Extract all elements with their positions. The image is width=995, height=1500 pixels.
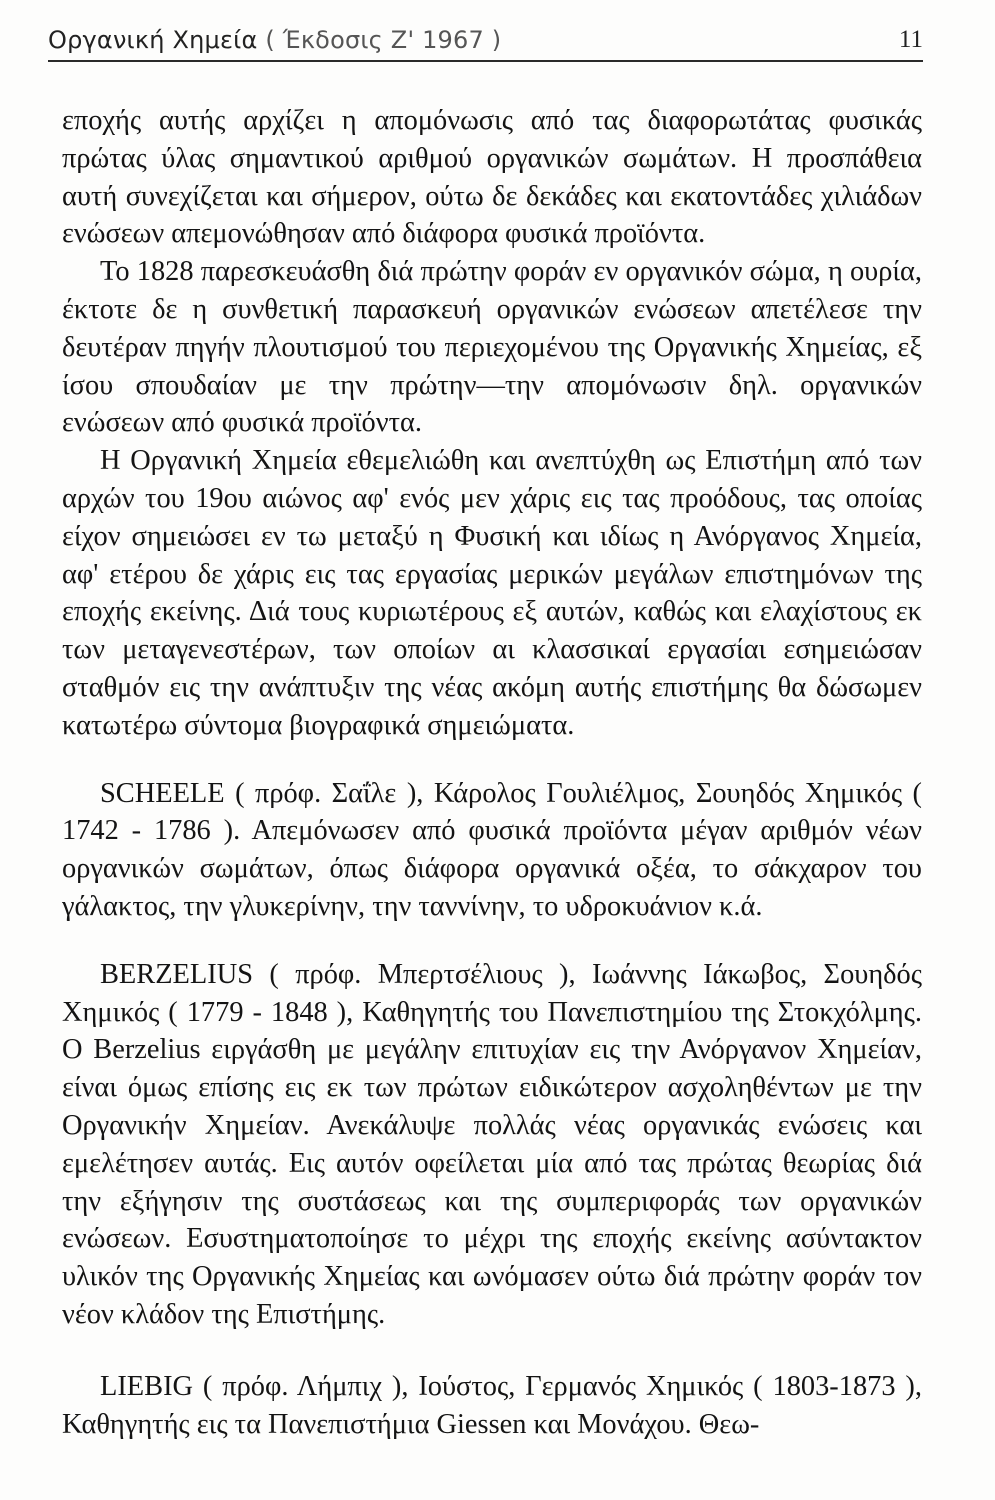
header-edition: ( Έκδοσις Ζ' 1967 ) (265, 26, 502, 54)
paragraph-organic-chemistry-foundation: Η Οργανική Χημεία εθεμελιώθη και ανεπτύχθη ως Επιστήμη από των αρχών του 19ου αιώνος αφ' ενός μεν χάρις εις τας προόδους, τας οποίας είχον σημειώσει εν τω μεταξύ η Φυσική και ιδίως η Ανόργανος Χημεία, αφ' ετέρου δε χάρις εις τας εργασίας μερικών μεγάλων επιστημόνων της εποχής εκείνης. Διά τους κυριωτέρους εξ αυτών, καθώς και ελαχίστους εκ των μεταγενεστέρων, των οποίων αι κλασσικαί εργασίαι εσημειώσαν σταθμόν εις την ανάπτυξιν της νέας ακόμη αυτής επιστήμης θα δώσωμεν κατωτέρω σύντομα βιογραφικά σημειώματα. (62, 445, 922, 741)
page-number: 11 (898, 26, 923, 53)
header-title-group (48, 26, 501, 54)
entry-liebig: LIEBIG ( πρόφ. Λήμπιχ ), Ιούστος, Γερμανός Χημικός ( 1803-1873 ), Καθηγητής εις τα Πανεπιστήμια Giessen και Μονάχου. Θεω- (62, 1370, 922, 1440)
running-head (48, 18, 923, 62)
entry-berzelius: BERZELIUS ( πρόφ. Μπερτσέλιους ), Ιωάννης Ιάκωβος, Σουηδός Χημικός ( 1779 - 1848 ), Καθηγητής του Πανεπιστημίου της Στοκχόλμης. Ο Berzelius ειργάσθη με μεγάλην επιτυχίαν εις την Ανόργανον Χημείαν, είναι όμως επίσης εις εκ των πρώτων ειδικώτερον ασχοληθέντων με την Οργανικήν Χημείαν. Ανεκάλυψε πολλάς νέας οργανικάς ενώσεις και εμελέτησεν αυτάς. Εις αυτόν οφείλεται μία από τας πρώτας θεωρίας διά την εξήγησιν της συστάσεως και της συμπεριφοράς των οργανικών ενώσεων. Εσυστηματοποίησε το μέχρι της εποχής εκείνης ασύντακτον υλικόν της Οργανικής Χημείας και ωνόμασεν ούτω διά πρώτην φοράν τον νέον κλάδον της Επιστήμης. (62, 958, 922, 1330)
entry-scheele: SCHEELE ( πρόφ. Σαΐλε ), Κάρολος Γουλιέλμος, Σουηδός Χημικός ( 1742 - 1786 ). Απεμόνωσεν από φυσικά προϊόντα μέγαν αριθμόν νέων οργανικών σωμάτων, όπως διάφορα οργανικά οξέα, το σάκχαρον του γάλακτος, την γλυκερίνην, την ταννίνην, το υδροκυάνιον κ.ά. (62, 777, 922, 922)
paragraph-continuation: εποχής αυτής αρχίζει η απομόνωσις από τας διαφορωτάτας φυσικάς πρώτας ύλας σημαντικού αριθμού οργανικών σωμάτων. Η προσπάθεια αυτή συνεχίζεται και σήμερον, ούτω δε δεκάδες και εκατοντάδες χιλιάδων ενώσεων απεμονώθησαν από διάφορα φυσικά προϊόντα. (62, 105, 922, 250)
paragraph-1828: Το 1828 παρεσκευάσθη διά πρώτην φοράν εν οργανικόν σώμα, η ουρία, έκτοτε δε η συνθετική παρασκευή οργανικών ενώσεων απετέλεσε την δευτέραν πηγήν πλουτισμού του περιεχομένου της Οργανικής Χημείας, εξ ίσου σπουδαίαν με την πρώτην—την απομόνωσιν δηλ. οργανικών ενώσεων από φυσικά προϊόντα. (62, 256, 922, 439)
header-title: Οργανική Χημεία (48, 26, 258, 54)
body-text (62, 102, 922, 1443)
